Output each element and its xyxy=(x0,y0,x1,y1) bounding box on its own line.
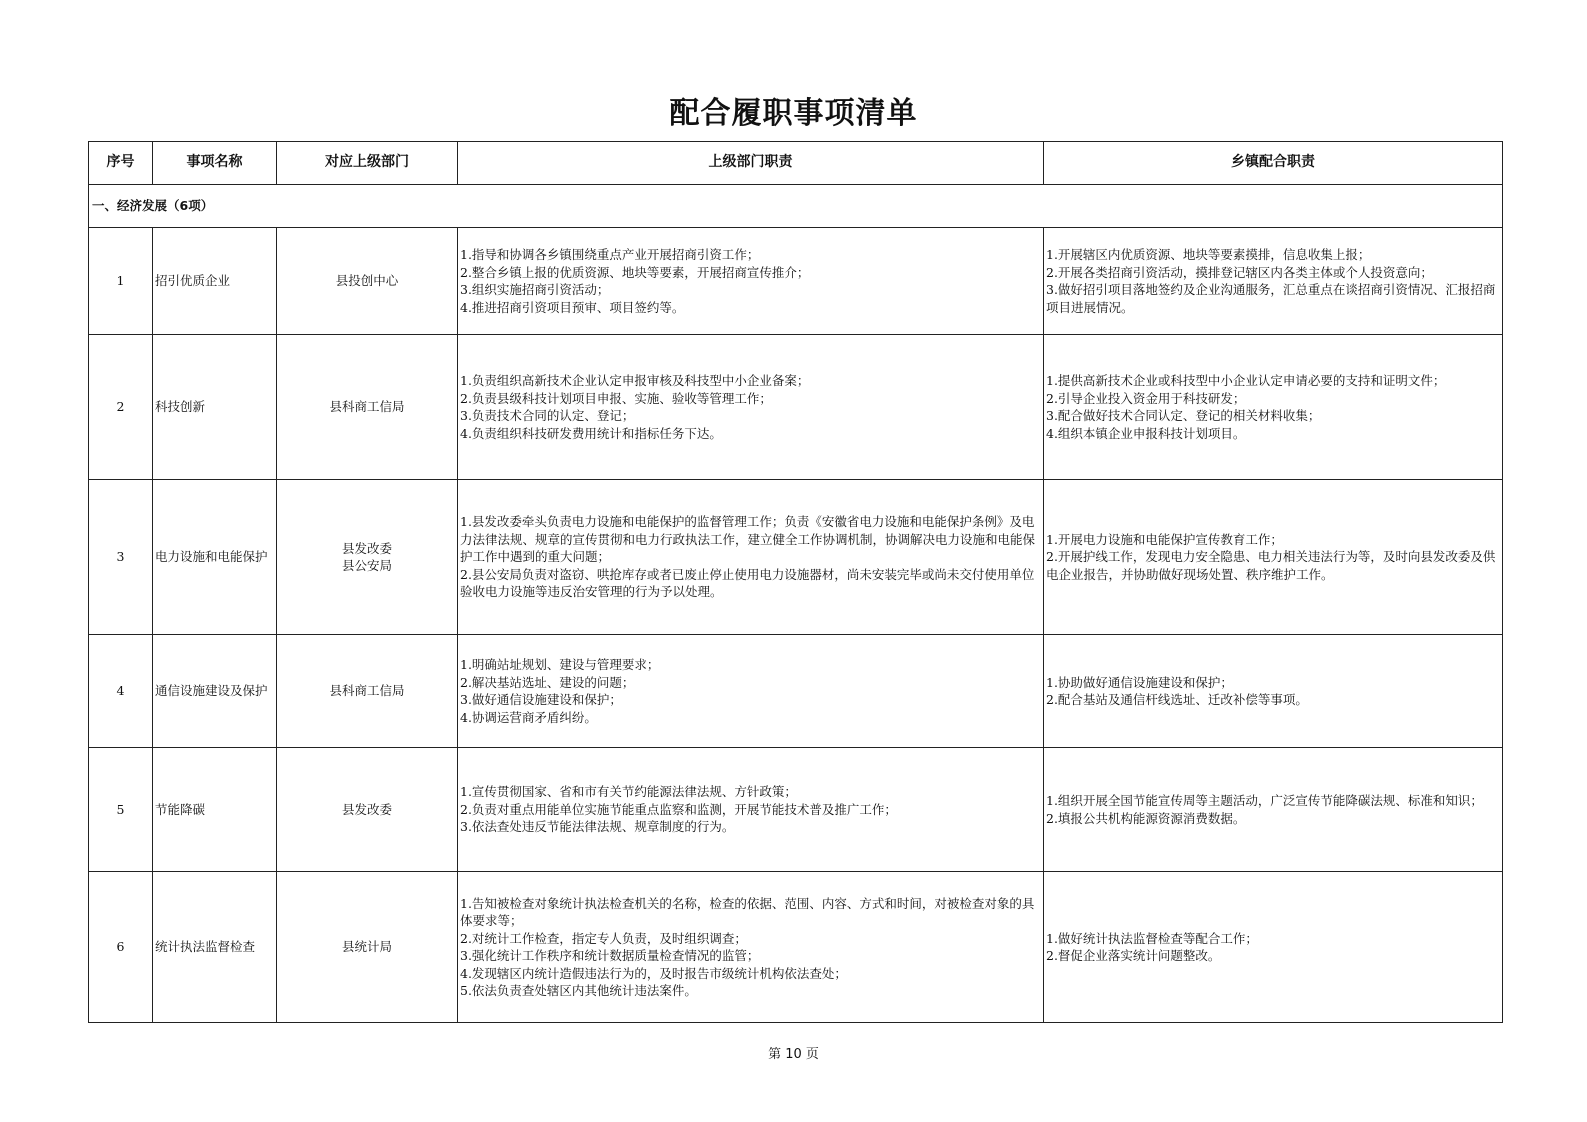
town-duty-cell xyxy=(1044,635,1503,748)
upper-duty-cell xyxy=(458,872,1044,1023)
duty-line: 3.依法查处违反节能法律法规、规章制度的行为。 xyxy=(460,819,735,835)
duty-line: 1.做好统计执法监督检查等配合工作； xyxy=(1046,930,1258,946)
header-no: 序号 xyxy=(89,142,153,185)
table-row xyxy=(89,228,1503,335)
duty-line: 1.开展电力设施和电能保护宣传教育工作； xyxy=(1046,531,1283,547)
duty-line: 2.督促企业落实统计问题整改。 xyxy=(1046,948,1221,963)
duty-line: 1.宣传贯彻国家、省和市有关节约能源法律法规、方针政策； xyxy=(460,784,797,800)
duty-line: 4.发现辖区内统计造假违法行为的，及时报告市级统计机构依法查处； xyxy=(460,965,847,981)
duty-line: 3.做好通信设施建设和保护； xyxy=(460,692,622,707)
duty-line: 2.解决基站选址、建设的问题； xyxy=(460,674,635,690)
duty-line: 1.告知被检查对象统计执法检查机关的名称，检查的依据、范围、内容、方式和时间，对被检查对象的具体要求等； xyxy=(460,895,1035,928)
upper-department xyxy=(277,635,458,748)
duty-line: 2.县公安局负责对盗窃、哄抢库存或者已废止停止使用电力设施器材，尚未安装完毕或尚未交付使用单位验收电力设施等违反治安管理的行为予以处理。 xyxy=(460,566,1035,600)
duty-line: 2.开展护线工作，发现电力安全隐患、电力相关违法行为等，及时向县发改委及供电企业报告，并协助做好现场处置、秩序维护工作。 xyxy=(1046,549,1496,582)
duty-line: 县统计局 xyxy=(341,939,392,955)
upper-department xyxy=(277,228,458,335)
duty-line: 2.整合乡镇上报的优质资源、地块等要素，开展招商宣传推介； xyxy=(460,264,810,280)
duty-line: 4.协调运营商矛盾纠纷。 xyxy=(460,709,597,725)
duty-line: 县科商工信局 xyxy=(329,683,405,699)
upper-duty-cell xyxy=(458,228,1044,335)
row-number: 4 xyxy=(89,635,153,748)
item-name: 科技创新 xyxy=(153,335,277,480)
duty-line: 1.县发改委牵头负责电力设施和电能保护的监督管理工作；负责《安徽省电力设施和电能保护条例》及电力法律法规、规章的宣传贯彻和电力行政执法工作，建立健全工作协调机制，协调解决电力设施和电能保护工作中遇到的重大问题； xyxy=(460,514,1036,565)
duty-line: 3.配合做好技术合同认定、登记的相关材料收集； xyxy=(1046,408,1321,423)
duty-line: 2.引导企业投入资金用于科技研发； xyxy=(1046,390,1246,406)
row-number: 3 xyxy=(89,480,153,635)
row-number: 6 xyxy=(89,872,153,1023)
table-row xyxy=(89,480,1503,635)
upper-duty-cell xyxy=(458,748,1044,872)
duty-line: 3.做好招引项目落地签约及企业沟通服务，汇总重点在谈招商引资情况、汇报招商项目进展情况。 xyxy=(1046,282,1496,315)
duty-line: 2.负责县级科技计划项目申报、实施、验收等管理工作； xyxy=(460,390,772,406)
duty-line: 3.强化统计工作秩序和统计数据质量检查情况的监管； xyxy=(460,948,760,963)
upper-duty-cell xyxy=(458,335,1044,480)
duty-line: 3.负责技术合同的认定、登记； xyxy=(460,408,635,423)
duty-line: 县公安局 xyxy=(341,558,392,573)
town-duty-cell xyxy=(1044,335,1503,480)
duty-line: 县发改委 xyxy=(341,801,392,817)
duty-line: 4.推进招商引资项目预审、项目签约等。 xyxy=(460,299,685,315)
header-dept: 对应上级部门 xyxy=(277,142,458,185)
upper-department xyxy=(277,480,458,635)
duty-line: 2.配合基站及通信杆线选址、迁改补偿等事项。 xyxy=(1046,692,1308,707)
row-number: 5 xyxy=(89,748,153,872)
table-row xyxy=(89,335,1503,480)
town-duty-cell xyxy=(1044,480,1503,635)
duty-line: 5.依法负责查处辖区内其他统计违法案件。 xyxy=(460,983,697,998)
upper-department xyxy=(277,872,458,1023)
item-name: 通信设施建设及保护 xyxy=(153,635,277,748)
duty-line: 2.对统计工作检查，指定专人负责，及时组织调查； xyxy=(460,930,747,946)
duty-line: 1.组织开展全国节能宣传周等主题活动，广泛宣传节能降碳法规、标准和知识； xyxy=(1046,793,1483,808)
duty-line: 1.明确站址规划、建设与管理要求； xyxy=(460,657,660,672)
town-duty-cell xyxy=(1044,872,1503,1023)
upper-duty-cell xyxy=(458,635,1044,748)
duty-line: 4.组织本镇企业申报科技计划项目。 xyxy=(1046,425,1246,441)
header-town-duty: 乡镇配合职责 xyxy=(1044,142,1503,185)
upper-department xyxy=(277,335,458,480)
table-row xyxy=(89,748,1503,872)
duty-line: 1.提供高新技术企业或科技型中小企业认定申请必要的支持和证明文件； xyxy=(1046,373,1446,388)
page-title: 配合履职事项清单 xyxy=(669,96,918,131)
page-number: 第 10 页 xyxy=(768,1047,819,1062)
item-name: 节能降碳 xyxy=(153,748,277,872)
town-duty-cell xyxy=(1044,748,1503,872)
duty-line: 1.指导和协调各乡镇围绕重点产业开展招商引资工作； xyxy=(460,247,760,262)
section-title: 一、经济发展（6项） xyxy=(89,185,1503,228)
row-number: 1 xyxy=(89,228,153,335)
upper-department xyxy=(277,748,458,872)
item-name: 招引优质企业 xyxy=(153,228,277,335)
row-number: 2 xyxy=(89,335,153,480)
duty-table xyxy=(88,141,1503,1023)
duty-line: 县投创中心 xyxy=(335,273,399,289)
header-upper-duty: 上级部门职责 xyxy=(458,142,1044,185)
duty-line: 1.协助做好通信设施建设和保护； xyxy=(1046,674,1233,690)
duty-line: 1.负责组织高新技术企业认定申报审核及科技型中小企业备案； xyxy=(460,373,810,388)
table-row xyxy=(89,872,1503,1023)
duty-line: 2.填报公共机构能源资源消费数据。 xyxy=(1046,810,1246,826)
header-name: 事项名称 xyxy=(153,142,277,185)
upper-duty-cell xyxy=(458,480,1044,635)
duty-line: 县发改委 xyxy=(341,540,392,556)
item-name: 统计执法监督检查 xyxy=(153,872,277,1023)
duty-line: 3.组织实施招商引资活动； xyxy=(460,282,610,297)
duty-line: 4.负责组织科技研发费用统计和指标任务下达。 xyxy=(460,425,722,441)
duty-line: 县科商工信局 xyxy=(329,399,405,415)
table-header-row xyxy=(89,142,1503,185)
item-name: 电力设施和电能保护 xyxy=(153,480,277,635)
table-row xyxy=(89,635,1503,748)
duty-line: 2.开展各类招商引资活动，摸排登记辖区内各类主体或个人投资意向； xyxy=(1046,264,1433,280)
section-row xyxy=(89,185,1503,228)
duty-line: 1.开展辖区内优质资源、地块等要素摸排，信息收集上报； xyxy=(1046,247,1371,262)
duty-line: 2.负责对重点用能单位实施节能重点监察和监测，开展节能技术普及推广工作； xyxy=(460,801,897,817)
town-duty-cell xyxy=(1044,228,1503,335)
